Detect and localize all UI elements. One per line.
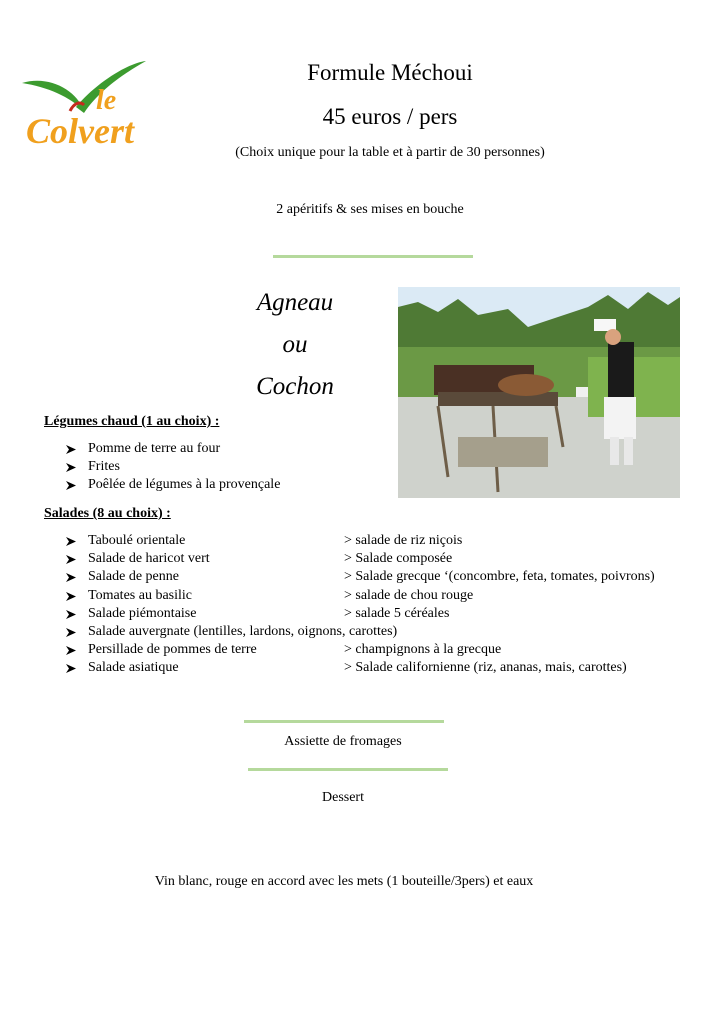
arrow-bullet-icon [66,646,76,655]
list-item: Tomates au basilic > salade de chou rouge [66,587,706,605]
arrow-bullet-icon [66,537,76,546]
arrow-bullet-icon [66,445,76,454]
menu-note: (Choix unique pour la table et à partir de 30 personnes) [235,145,545,160]
arrow-bullet-icon [66,592,76,601]
dessert-line: Dessert [322,790,364,805]
main-dish-agneau: Agneau [256,289,334,316]
colvert-logo [18,55,218,155]
arrow-bullet-icon [66,481,76,490]
arrow-bullet-icon [66,610,76,619]
menu-price: 45 euros / pers [322,104,458,129]
main-dish-ou: ou [282,331,308,358]
mechoui-photo [398,287,680,498]
list-item: Pomme de terre au four [66,440,386,458]
arrow-bullet-icon [66,573,76,582]
divider-3 [248,768,448,771]
divider-1 [273,255,473,258]
list-item: Persillade de pommes de terre > champignons à la grecque [66,641,706,659]
legumes-list [66,440,386,495]
list-item: Salade auvergnate (lentilles, lardons, oignons, carottes) [66,623,706,641]
menu-title: Formule Méchoui [307,60,473,85]
main-dish-cochon: Cochon [256,373,334,400]
aperitif-line: 2 apéritifs & ses mises en bouche [276,202,464,217]
list-item: Salade de penne > Salade grecque ‘(concombre, feta, tomates, poivrons) [66,568,706,586]
arrow-bullet-icon [66,628,76,637]
list-item: Frites [66,458,386,476]
svg-text:Colvert: Colvert [26,111,134,151]
arrow-bullet-icon [66,664,76,673]
list-item: Salade piémontaise > salade 5 céréales [66,605,706,623]
list-item: Taboulé orientale > salade de riz niçois [66,532,706,550]
salades-title: Salades (8 au choix) : [44,506,171,521]
salades-list [66,532,706,678]
fromages-line: Assiette de fromages [284,734,402,749]
arrow-bullet-icon [66,555,76,564]
vin-line: Vin blanc, rouge en accord avec les mets (1 bouteille/3pers) et eaux [154,874,534,889]
list-item: Poêlée de légumes à la provençale [66,476,386,494]
legumes-title: Légumes chaud (1 au choix) : [44,414,220,429]
list-item: Salade asiatique > Salade californienne (riz, ananas, mais, carottes) [66,659,706,677]
arrow-bullet-icon [66,463,76,472]
divider-2 [244,720,444,723]
svg-text:le: le [96,85,117,116]
list-item: Salade de haricot vert > Salade composée [66,550,706,568]
